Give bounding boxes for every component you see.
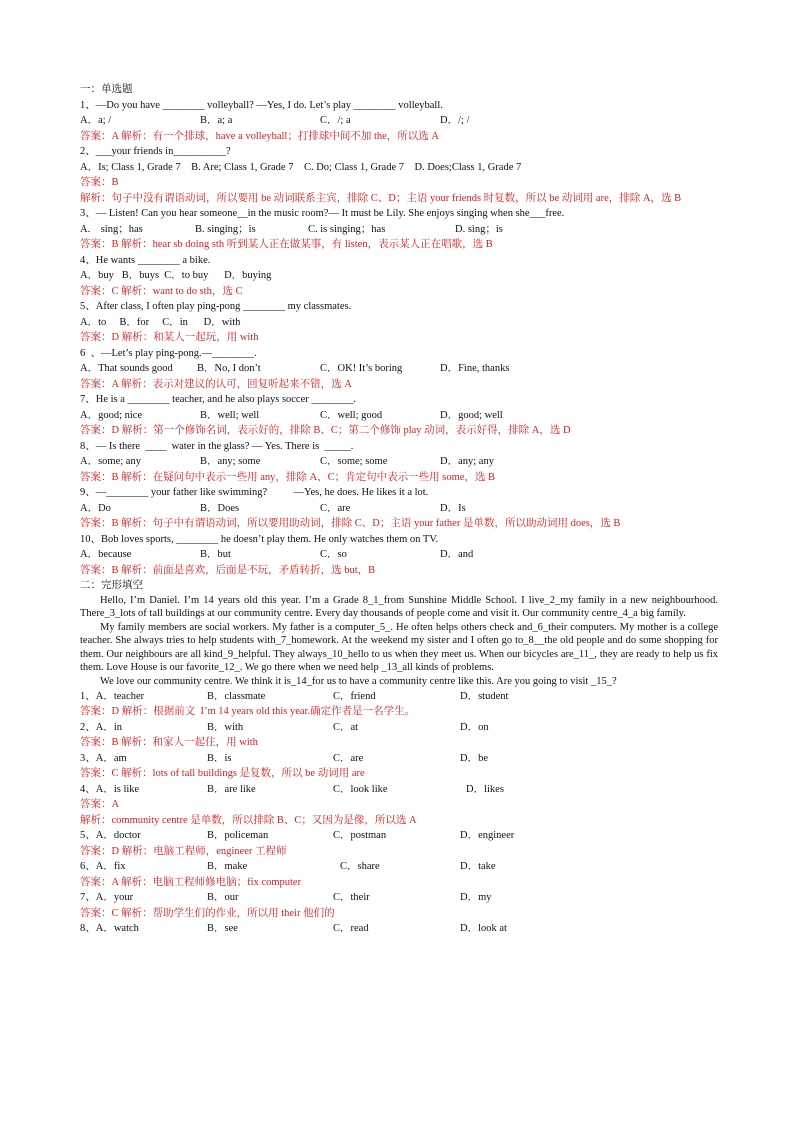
option-6d: D．Fine, thanks bbox=[440, 363, 510, 374]
cloze-option-5a: 5、A．doctor bbox=[80, 830, 141, 842]
cloze-answer-3: 答案：C 解析：lots of tall buildings 是复数，所以 be 动词用 are bbox=[80, 768, 365, 780]
cloze-options-5 bbox=[80, 828, 718, 844]
question-10: 10、Bob loves sports, ________ he doesn’t play them. He only watches them on TV. bbox=[80, 533, 439, 545]
option-7a: A．good; nice bbox=[80, 409, 143, 421]
option-6b: B．No, I don’t bbox=[197, 363, 261, 374]
option-1b: B．a; a bbox=[200, 115, 233, 126]
option-8d: D．any; any bbox=[440, 456, 494, 467]
worksheet-page bbox=[80, 82, 718, 937]
cloze-options-7 bbox=[80, 890, 718, 906]
option-10a: A．because bbox=[80, 549, 132, 560]
cloze-option-4a: 4、A．is like bbox=[80, 783, 140, 795]
cloze-option-7d: D．my bbox=[460, 892, 492, 904]
cloze-option-7b: B．our bbox=[207, 892, 239, 904]
cloze-options-3 bbox=[80, 751, 718, 767]
option-9c: C．are bbox=[320, 502, 351, 514]
question-2: 2、___your friends in__________? bbox=[80, 146, 231, 157]
cloze-option-3a: 3、A．am bbox=[80, 752, 127, 764]
options-1 bbox=[80, 113, 718, 129]
cloze-option-8a: 8、A．watch bbox=[80, 923, 139, 935]
option-8a: A．some; any bbox=[80, 456, 141, 467]
section-title-multiple-choice: 一：单选题 bbox=[80, 84, 133, 95]
answer-9: 答案：B 解析：句子中有谓语动词，所以要用助动词，排除 C、D；主语 your father 是单数，所以助动词用 does，选 B bbox=[80, 518, 621, 529]
option-6a: A．That sounds good bbox=[80, 363, 173, 374]
option-1c: C．/; a bbox=[320, 115, 351, 126]
cloze-option-3c: C．are bbox=[333, 752, 364, 764]
cloze-option-5d: D．engineer bbox=[460, 830, 515, 842]
answer-8: 答案：B 解析：在疑问句中表示一些用 any，排除 A、C；肯定句中表示一些用 some，选 B bbox=[80, 471, 496, 483]
option-7c: C．well; good bbox=[320, 409, 383, 421]
cloze-options-1 bbox=[80, 689, 718, 705]
cloze-answer-6: 答案：A 解析：电脑工程师修电脑；fix computer bbox=[80, 876, 302, 888]
answer-3: 答案：B 解析：hear sb doing sth 听到某人正在做某事，有 listen，表示某人正在唱歌，选 B bbox=[80, 239, 493, 250]
answer-10: 答案：B 解析：前面是喜欢，后面是不玩，矛盾转折，选 but，B bbox=[80, 564, 376, 576]
cloze-answer-4: 答案：A bbox=[80, 799, 120, 811]
option-8c: C．some; some bbox=[320, 456, 388, 467]
answer-7: 答案：D 解析：第一个修饰名词，表示好的，排除 B、C；第二个修饰 play 动词，表示好得，排除 A，选 D bbox=[80, 425, 571, 436]
question-8: 8、— Is there ____ water in the glass? — Yes. There is _____. bbox=[80, 440, 354, 452]
options-4: A．buy B．buys C．to buy D．buying bbox=[80, 270, 272, 281]
cloze-answer-2: 答案：B 解析：和家人一起住，用 with bbox=[80, 737, 258, 749]
option-7d: D．good; well bbox=[440, 409, 503, 421]
option-9a: A．Do bbox=[80, 502, 111, 514]
cloze-option-2a: 2、A．in bbox=[80, 721, 122, 733]
option-3a: A. sing；has bbox=[80, 223, 143, 235]
option-9b: B．Does bbox=[200, 502, 240, 514]
cloze-explanation-4: 解析：community centre 是单数，所以排除 B、C；又因为是像，所以选 A bbox=[80, 814, 417, 826]
cloze-answer-7: 答案：C 解析：帮助学生们的作业，所以用 their 他们的 bbox=[80, 907, 335, 919]
cloze-option-2d: D．on bbox=[460, 721, 489, 733]
option-10b: B．but bbox=[200, 549, 231, 560]
cloze-option-2b: B．with bbox=[207, 721, 244, 733]
option-7b: B．well; well bbox=[200, 409, 260, 421]
cloze-option-7c: C．their bbox=[333, 892, 370, 904]
cloze-option-1d: D．student bbox=[460, 690, 509, 702]
question-1: 1、—Do you have ________ volleyball? —Yes, I do. Let’s play ________ volleyball. bbox=[80, 99, 443, 111]
cloze-options-2 bbox=[80, 720, 718, 736]
options-2: A．Is; Class 1, Grade 7 B. Are; Class 1, Grade 7 C. Do; Class 1, Grade 7 D. Does;Class 1, Grade 7 bbox=[80, 161, 522, 173]
answer-6: 答案：A 解析：表示对建议的认可，回复听起来不错，选 A bbox=[80, 378, 352, 390]
cloze-option-2c: C．at bbox=[333, 721, 359, 733]
options-6 bbox=[80, 361, 718, 377]
cloze-option-1b: B．classmate bbox=[207, 690, 266, 702]
options-10 bbox=[80, 547, 718, 563]
cloze-paragraph-3: We love our community centre. We think it is_14_for us to have a community centre like this. Are you going to visit _15_? bbox=[100, 676, 617, 688]
cloze-option-1c: C．friend bbox=[333, 690, 376, 702]
question-7: 7、He is a ________ teacher, and he also plays soccer ________. bbox=[80, 394, 357, 405]
options-7 bbox=[80, 408, 718, 424]
answer-2: 答案：B bbox=[80, 177, 119, 188]
cloze-paragraph-2: My family members are social workers. My father is a computer_5_. He often helps others check and_6_their computers. My mother is a college teacher. She always tries to help students with_7_homework. At the weekend my sister and I often go to_8__the old people and do some shopping for them. Our neighbours are all kind_9_helpful. They always_10_hello to us when they meet us. When our bicycles are_11_, they are ready to help us fix them. Love House is our favorite_12_. We go there when we need help _13_all kinds of problems. bbox=[80, 621, 718, 674]
cloze-option-6c: C．share bbox=[340, 861, 380, 873]
option-3c: C. is singing；has bbox=[308, 223, 386, 235]
option-1d: D．/; / bbox=[440, 115, 470, 126]
answer-4: 答案：C 解析：want to do sth，选 C bbox=[80, 285, 243, 297]
cloze-option-6d: D．take bbox=[460, 861, 496, 873]
cloze-option-7a: 7、A．your bbox=[80, 892, 134, 904]
options-9 bbox=[80, 501, 718, 517]
cloze-answer-5: 答案：D 解析：电脑工程师，engineer 工程师 bbox=[80, 845, 287, 857]
cloze-options-8 bbox=[80, 921, 718, 937]
question-4: 4、He wants ________ a bike. bbox=[80, 254, 211, 266]
option-9d: D．Is bbox=[440, 502, 466, 514]
options-8 bbox=[80, 454, 718, 470]
question-6: 6 、—Let’s play ping-pong.—________. bbox=[80, 347, 257, 359]
cloze-options-6 bbox=[80, 859, 718, 875]
cloze-option-4b: B．are like bbox=[207, 783, 256, 795]
cloze-option-4d: D．likes bbox=[466, 783, 504, 795]
cloze-option-8c: C．read bbox=[333, 923, 369, 935]
cloze-option-3b: B．is bbox=[207, 752, 232, 764]
option-10c: C．so bbox=[320, 549, 347, 560]
cloze-answer-1: 答案：D 解析：根据前文 I’m 14 years old this year.确定作者是一名学生。 bbox=[80, 706, 416, 718]
cloze-option-3d: D．be bbox=[460, 752, 488, 764]
answer-5: 答案：D 解析：和某人一起玩，用 with bbox=[80, 332, 259, 343]
cloze-option-1a: 1、A．teacher bbox=[80, 690, 145, 702]
cloze-option-5c: C．postman bbox=[333, 830, 387, 842]
option-10d: D．and bbox=[440, 549, 474, 560]
options-3 bbox=[80, 222, 718, 238]
question-3: 3、— Listen! Can you hear someone__in the music room?— It must be Lily. She enjoys singing when she___free. bbox=[80, 208, 565, 219]
option-3b: B. singing；is bbox=[195, 223, 256, 235]
cloze-option-4c: C．look like bbox=[333, 783, 388, 795]
option-1a: A．a; / bbox=[80, 115, 112, 126]
cloze-options-4 bbox=[80, 782, 718, 798]
cloze-option-8d: D．look at bbox=[460, 923, 507, 935]
question-5: 5、After class, I often play ping-pong ________ my classmates. bbox=[80, 301, 352, 312]
cloze-paragraph-1: Hello, I’m Daniel. I’m 14 years old this year. I’m a Grade 8_1_from Sunshine Middle School. I live_2_my family in a new neighbourhood. There_3_lots of tall buildings at our community centre. Every day thousands of people come and visit it. Our community centre_4_a big family. bbox=[80, 594, 718, 620]
cloze-option-6b: B．make bbox=[207, 861, 248, 873]
answer-1: 答案：A 解析：有一个排球，have a volleyball；打排球中间不加 the，所以选 A bbox=[80, 130, 440, 142]
options-5: A．to B．for C．in D．with bbox=[80, 316, 241, 328]
option-8b: B．any; some bbox=[200, 456, 261, 467]
option-3d: D. sing；is bbox=[455, 223, 503, 235]
cloze-option-6a: 6、A．fix bbox=[80, 861, 126, 873]
cloze-option-5b: B．policeman bbox=[207, 830, 269, 842]
section-title-cloze: 二：完形填空 bbox=[80, 580, 143, 591]
option-6c: C．OK! It’s boring bbox=[320, 363, 403, 374]
explanation-2: 解析：句子中没有谓语动词，所以要用 be 动词联系主宾，排除 C、D；主语 your friends 时复数，所以 be 动词用 are，排除 A，选 B bbox=[80, 192, 682, 204]
question-9: 9、—________ your father like swimming? —Yes, he does. He likes it a lot. bbox=[80, 487, 429, 498]
cloze-option-8b: B．see bbox=[207, 923, 238, 935]
